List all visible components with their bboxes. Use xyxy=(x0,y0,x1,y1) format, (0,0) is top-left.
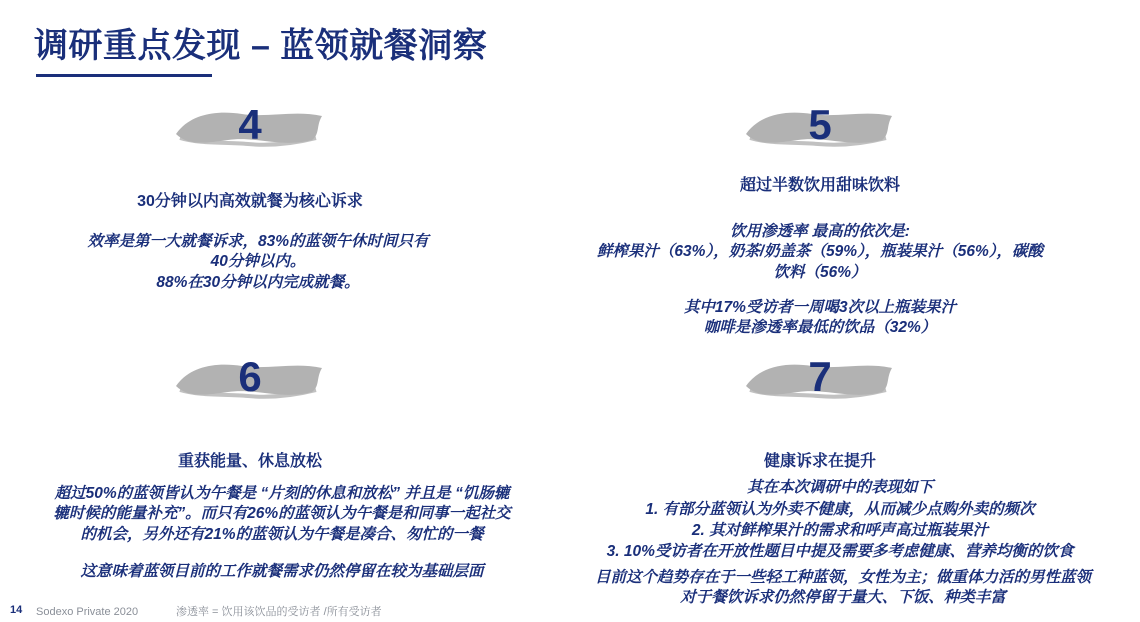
block-number-5: 5 xyxy=(808,101,832,148)
body-line: 目前这个趋势存在于一些轻工种蓝领，女性为主；做重体力活的男性蓝领 xyxy=(594,569,1091,586)
page-title: 调研重点发现 – 蓝领就餐洞察 xyxy=(34,27,488,65)
body-line: 40分钟以内。 xyxy=(210,253,306,271)
body-line: 超过50%的蓝领皆认为午餐是 “片刻的休息和放松” 并且是 “饥肠辘 xyxy=(54,485,510,502)
brush-badge-7 xyxy=(740,350,900,412)
body-line: 88%在30分钟以内完成就餐。 xyxy=(156,273,360,291)
footer-confidentiality: Sodexo Private 2020 xyxy=(36,606,139,618)
brush-badge-5 xyxy=(740,98,900,160)
block-number-7: 7 xyxy=(808,353,832,400)
body-line: 其中17%受访者一周喝3次以上瓶装果汁 xyxy=(683,299,957,316)
block-number-6: 6 xyxy=(238,353,262,400)
body-line: 饮用渗透率 最高的依次是: xyxy=(730,223,910,240)
footer-note: 渗透率 = 饮用该饮品的受访者 /所有受访者 xyxy=(176,606,382,618)
block-body-7-secondary xyxy=(560,568,1126,609)
body-line: 鲜榨果汁（63%），奶茶/奶盖茶（59%），瓶装果汁（56%），碳酸 xyxy=(596,243,1044,261)
brush-badge-6 xyxy=(170,350,330,412)
body-line: 效率是第一大就餐诉求，83%的蓝领午休时间只有 xyxy=(87,233,429,250)
list-item: 2. 其对鲜榨果汁的需求和呼声高过瓶装果汁 xyxy=(691,521,989,539)
body-line: 这意味着蓝领目前的工作就餐需求仍然停留在较为基础层面 xyxy=(80,563,484,580)
list-item: 1. 有部分蓝领认为外卖不健康，从而减少点购外卖的频次 xyxy=(645,501,1035,518)
block-number-4: 4 xyxy=(238,101,262,148)
list-item: 3. 10%受访者在开放性题目中提及需要多考虑健康、营养均衡的饮食 xyxy=(606,542,1074,560)
block-body-5-secondary xyxy=(570,298,1070,339)
block-headline-4: 30分钟以内高效就餐为核心诉求 xyxy=(137,193,363,210)
left-accent-bar xyxy=(0,0,8,622)
page-number: 14 xyxy=(10,604,23,616)
block-headline-7: 健康诉求在提升 xyxy=(763,453,876,470)
block-body-6 xyxy=(14,484,550,545)
block-body-5 xyxy=(570,222,1070,283)
block-body-6-secondary xyxy=(14,562,550,582)
title-underline xyxy=(36,74,212,77)
body-line: 饮料（56%） xyxy=(773,263,867,281)
body-line: 辘时候的能量补充”。而只有26%的蓝领认为午餐是和同事一起社交 xyxy=(53,505,511,523)
block-list-7 xyxy=(560,500,1120,563)
body-line: 其在本次调研中的表现如下 xyxy=(746,479,933,496)
block-headline-6: 重获能量、休息放松 xyxy=(177,453,322,470)
block-body-7 xyxy=(570,478,1110,498)
body-line: 咖啡是渗透率最低的饮品（32%） xyxy=(703,319,937,337)
block-body-4 xyxy=(48,232,468,293)
brush-badge-4 xyxy=(170,98,330,160)
block-headline-5: 超过半数饮用甜味饮料 xyxy=(739,177,900,194)
body-line: 对于餐饮诉求仍然停留于量大、下饭、种类丰富 xyxy=(680,589,1006,607)
body-line: 的机会，另外还有21%的蓝领认为午餐是凑合、匆忙的一餐 xyxy=(80,525,484,543)
